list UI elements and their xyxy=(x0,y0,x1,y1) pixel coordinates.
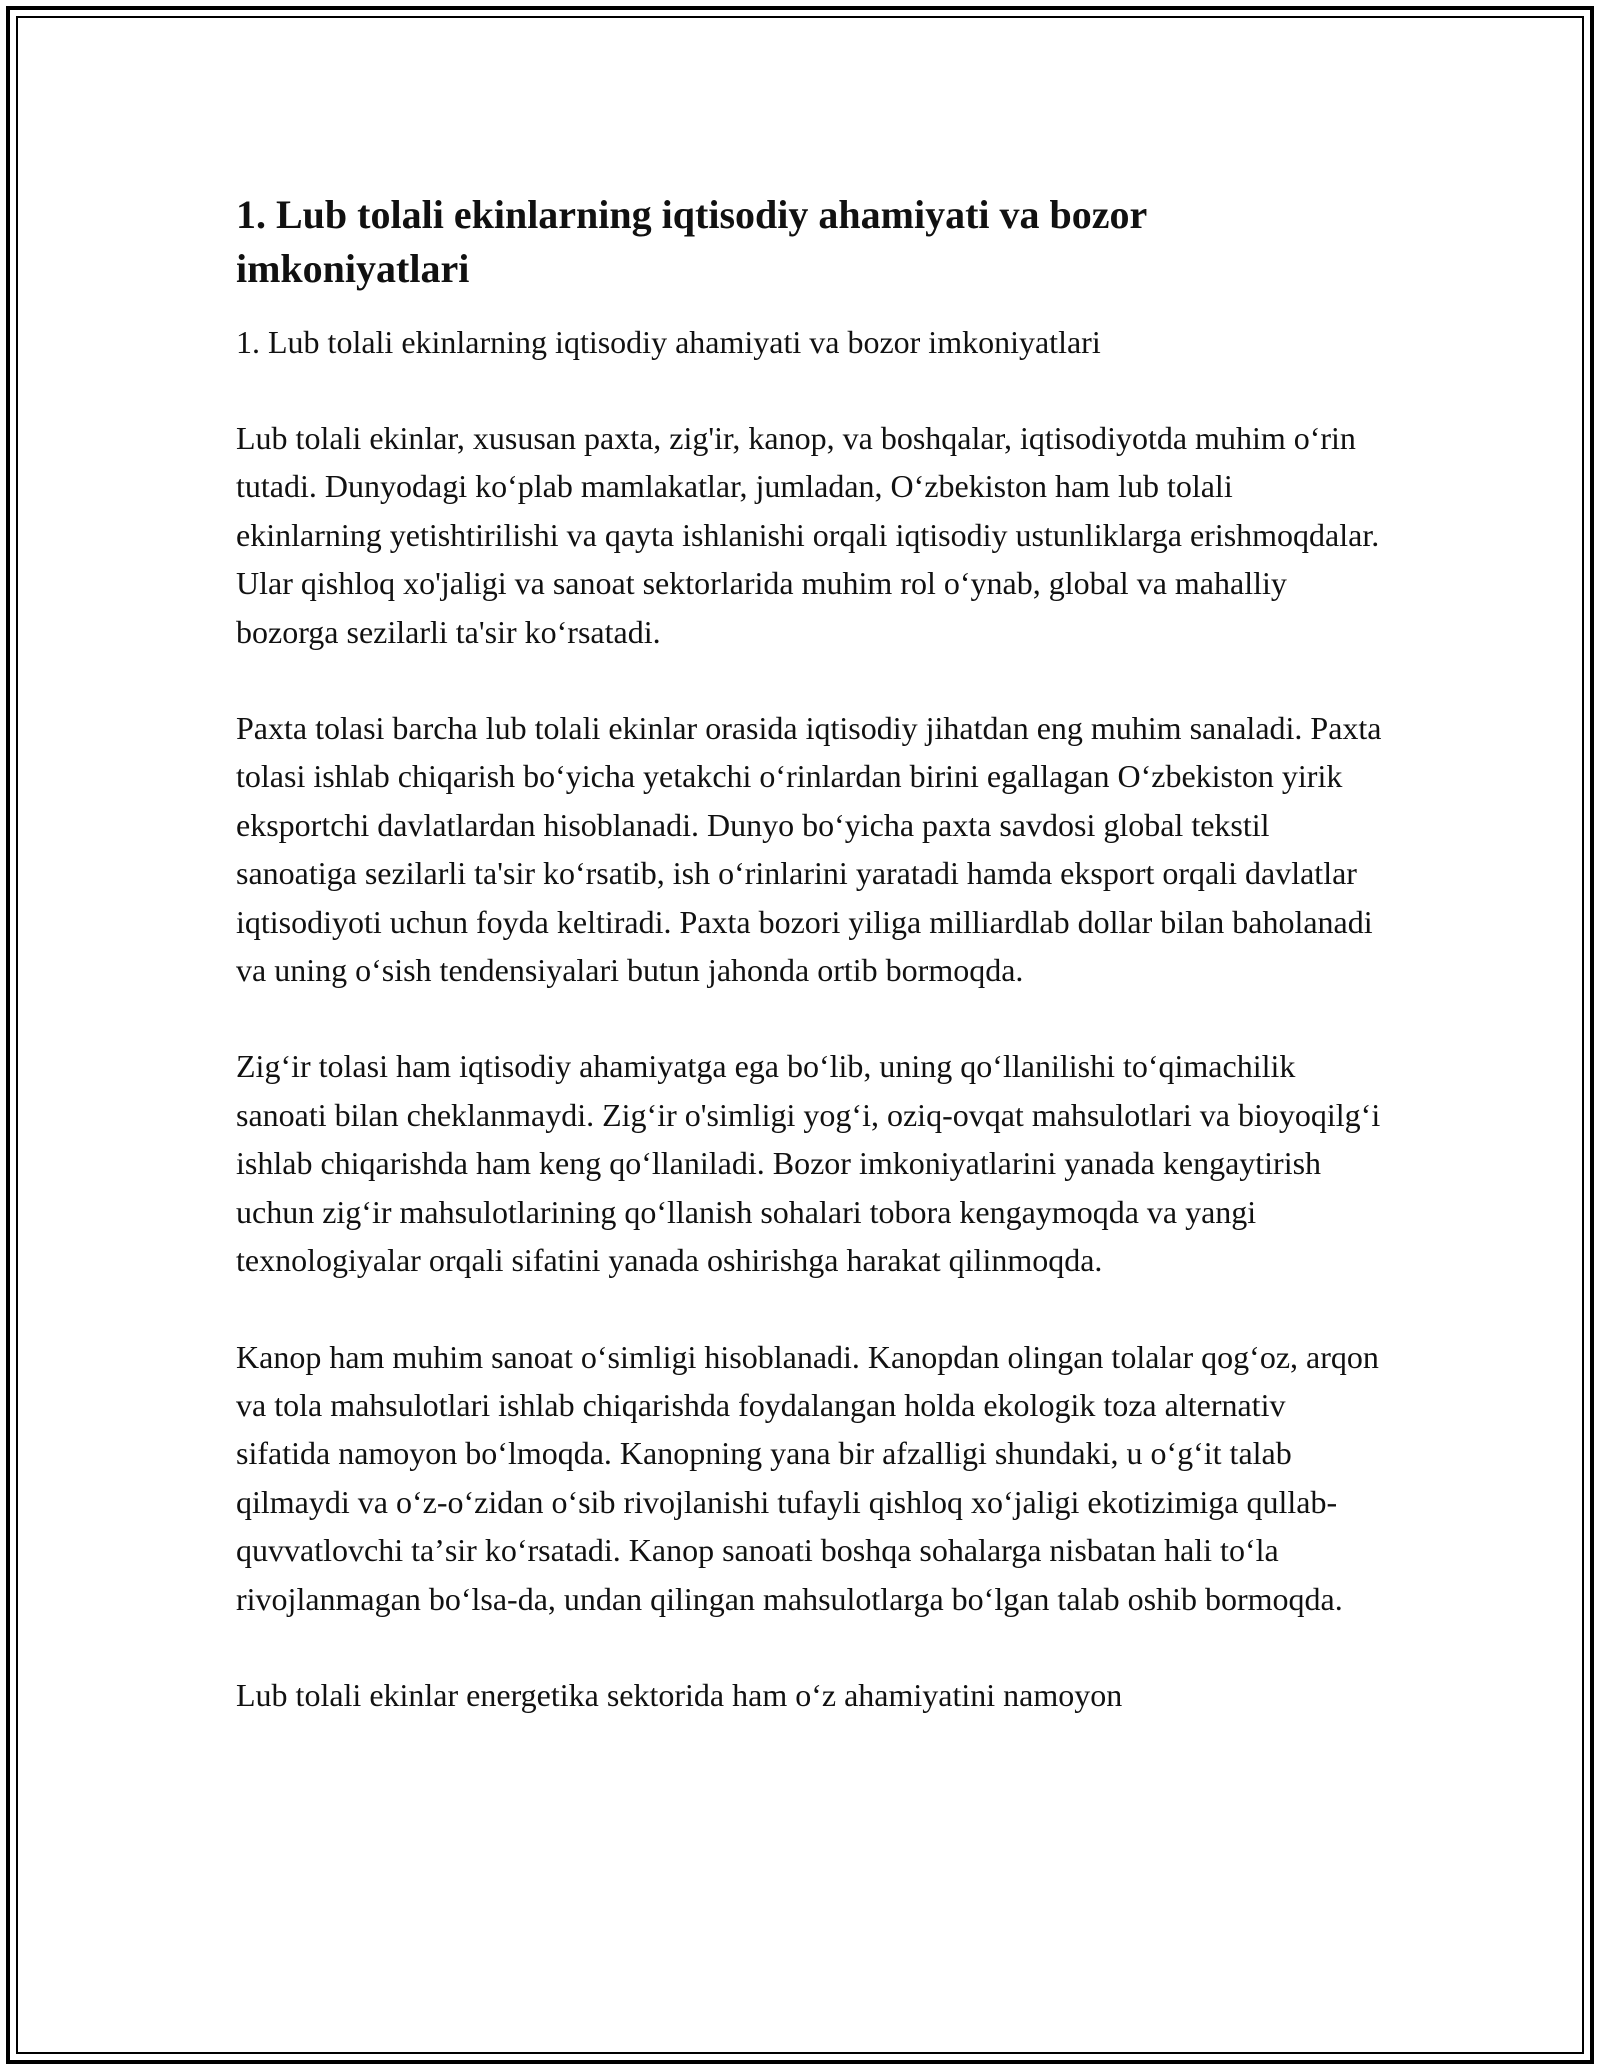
document-body xyxy=(236,188,1386,1767)
paragraph-2: Paxta tolasi barcha lub tolali ekinlar orasida iqtisodiy jihatdan eng muhim sanaladi. Paxta tolasi ishlab chiqarish boʻyicha yetakchi oʻrinlardan birini egallagan Oʻzbekiston yirik eksportchi davlatlardan hisoblanadi. Dunyo boʻyicha paxta savdosi global tekstil sanoatiga sezilarli ta'sir koʻrsatib, ish oʻrinlarini yaratadi hamda eksport orqali davlatlar iqtisodiyoti uchun foyda keltiradi. Paxta bozori yiliga milliardlab dollar bilan baholanadi va uning oʻsish tendensiyalari butun jahonda ortib bormoqda. xyxy=(236,710,1382,989)
paragraph-5: Lub tolali ekinlar energetika sektorida ham oʻz ahamiyatini namoyon xyxy=(236,1676,1123,1713)
document-subheading: 1. Lub tolali ekinlarning iqtisodiy ahamiyati va bozor imkoniyatlari xyxy=(236,324,1101,360)
document-heading: 1. Lub tolali ekinlarning iqtisodiy ahamiyati va bozor imkoniyatlari xyxy=(236,192,1147,291)
paragraph-3: Zigʻir tolasi ham iqtisodiy ahamiyatga ega boʻlib, uning qoʻllanilishi toʻqimachilik sanoati bilan cheklanmaydi. Zigʻir o'simligi yogʻi, oziq-ovqat mahsulotlari va bioyoqilgʻi ishlab chiqarishda ham keng qoʻllaniladi. Bozor imkoniyatlarini yanada kengaytirish uchun zigʻir mahsulotlarining qoʻllanish sohalari tobora kengaymoqda va yangi texnologiyalar orqali sifatini yanada oshirishga harakat qilinmoqda. xyxy=(236,1048,1381,1279)
paragraph-4: Kanop ham muhim sanoat oʻsimligi hisoblanadi. Kanopdan olingan tolalar qogʻoz, arqon va tola mahsulotlari ishlab chiqarishda foydalangan holda ekologik toza alternativ sifatida namoyon boʻlmoqda. Kanopning yana bir afzalligi shundaki, u oʻgʻit talab qilmaydi va oʻz-oʻzidan oʻsib rivojlanishi tufayli qishloq xoʻjaligi ekotizimiga qullab-quvvatlovchi taʼsir koʻrsatadi. Kanop sanoati boshqa sohalarga nisbatan hali toʻla rivojlanmagan boʻlsa-da, undan qilingan mahsulotlarga boʻlgan talab oshib bormoqda. xyxy=(236,1338,1379,1617)
paragraph-1: Lub tolali ekinlar, xususan paxta, zig'ir, kanop, va boshqalar, iqtisodiyotda muhim oʻrin tutadi. Dunyodagi koʻplab mamlakatlar, jumladan, Oʻzbekiston ham lub tolali ekinlarning yetishtirilishi va qayta ishlanishi orqali iqtisodiy ustunliklarga erishmoqdalar. Ular qishloq xo'jaligi va sanoat sektorlarida muhim rol oʻynab, global va mahalliy bozorga sezilarli ta'sir koʻrsatadi. xyxy=(236,420,1380,650)
